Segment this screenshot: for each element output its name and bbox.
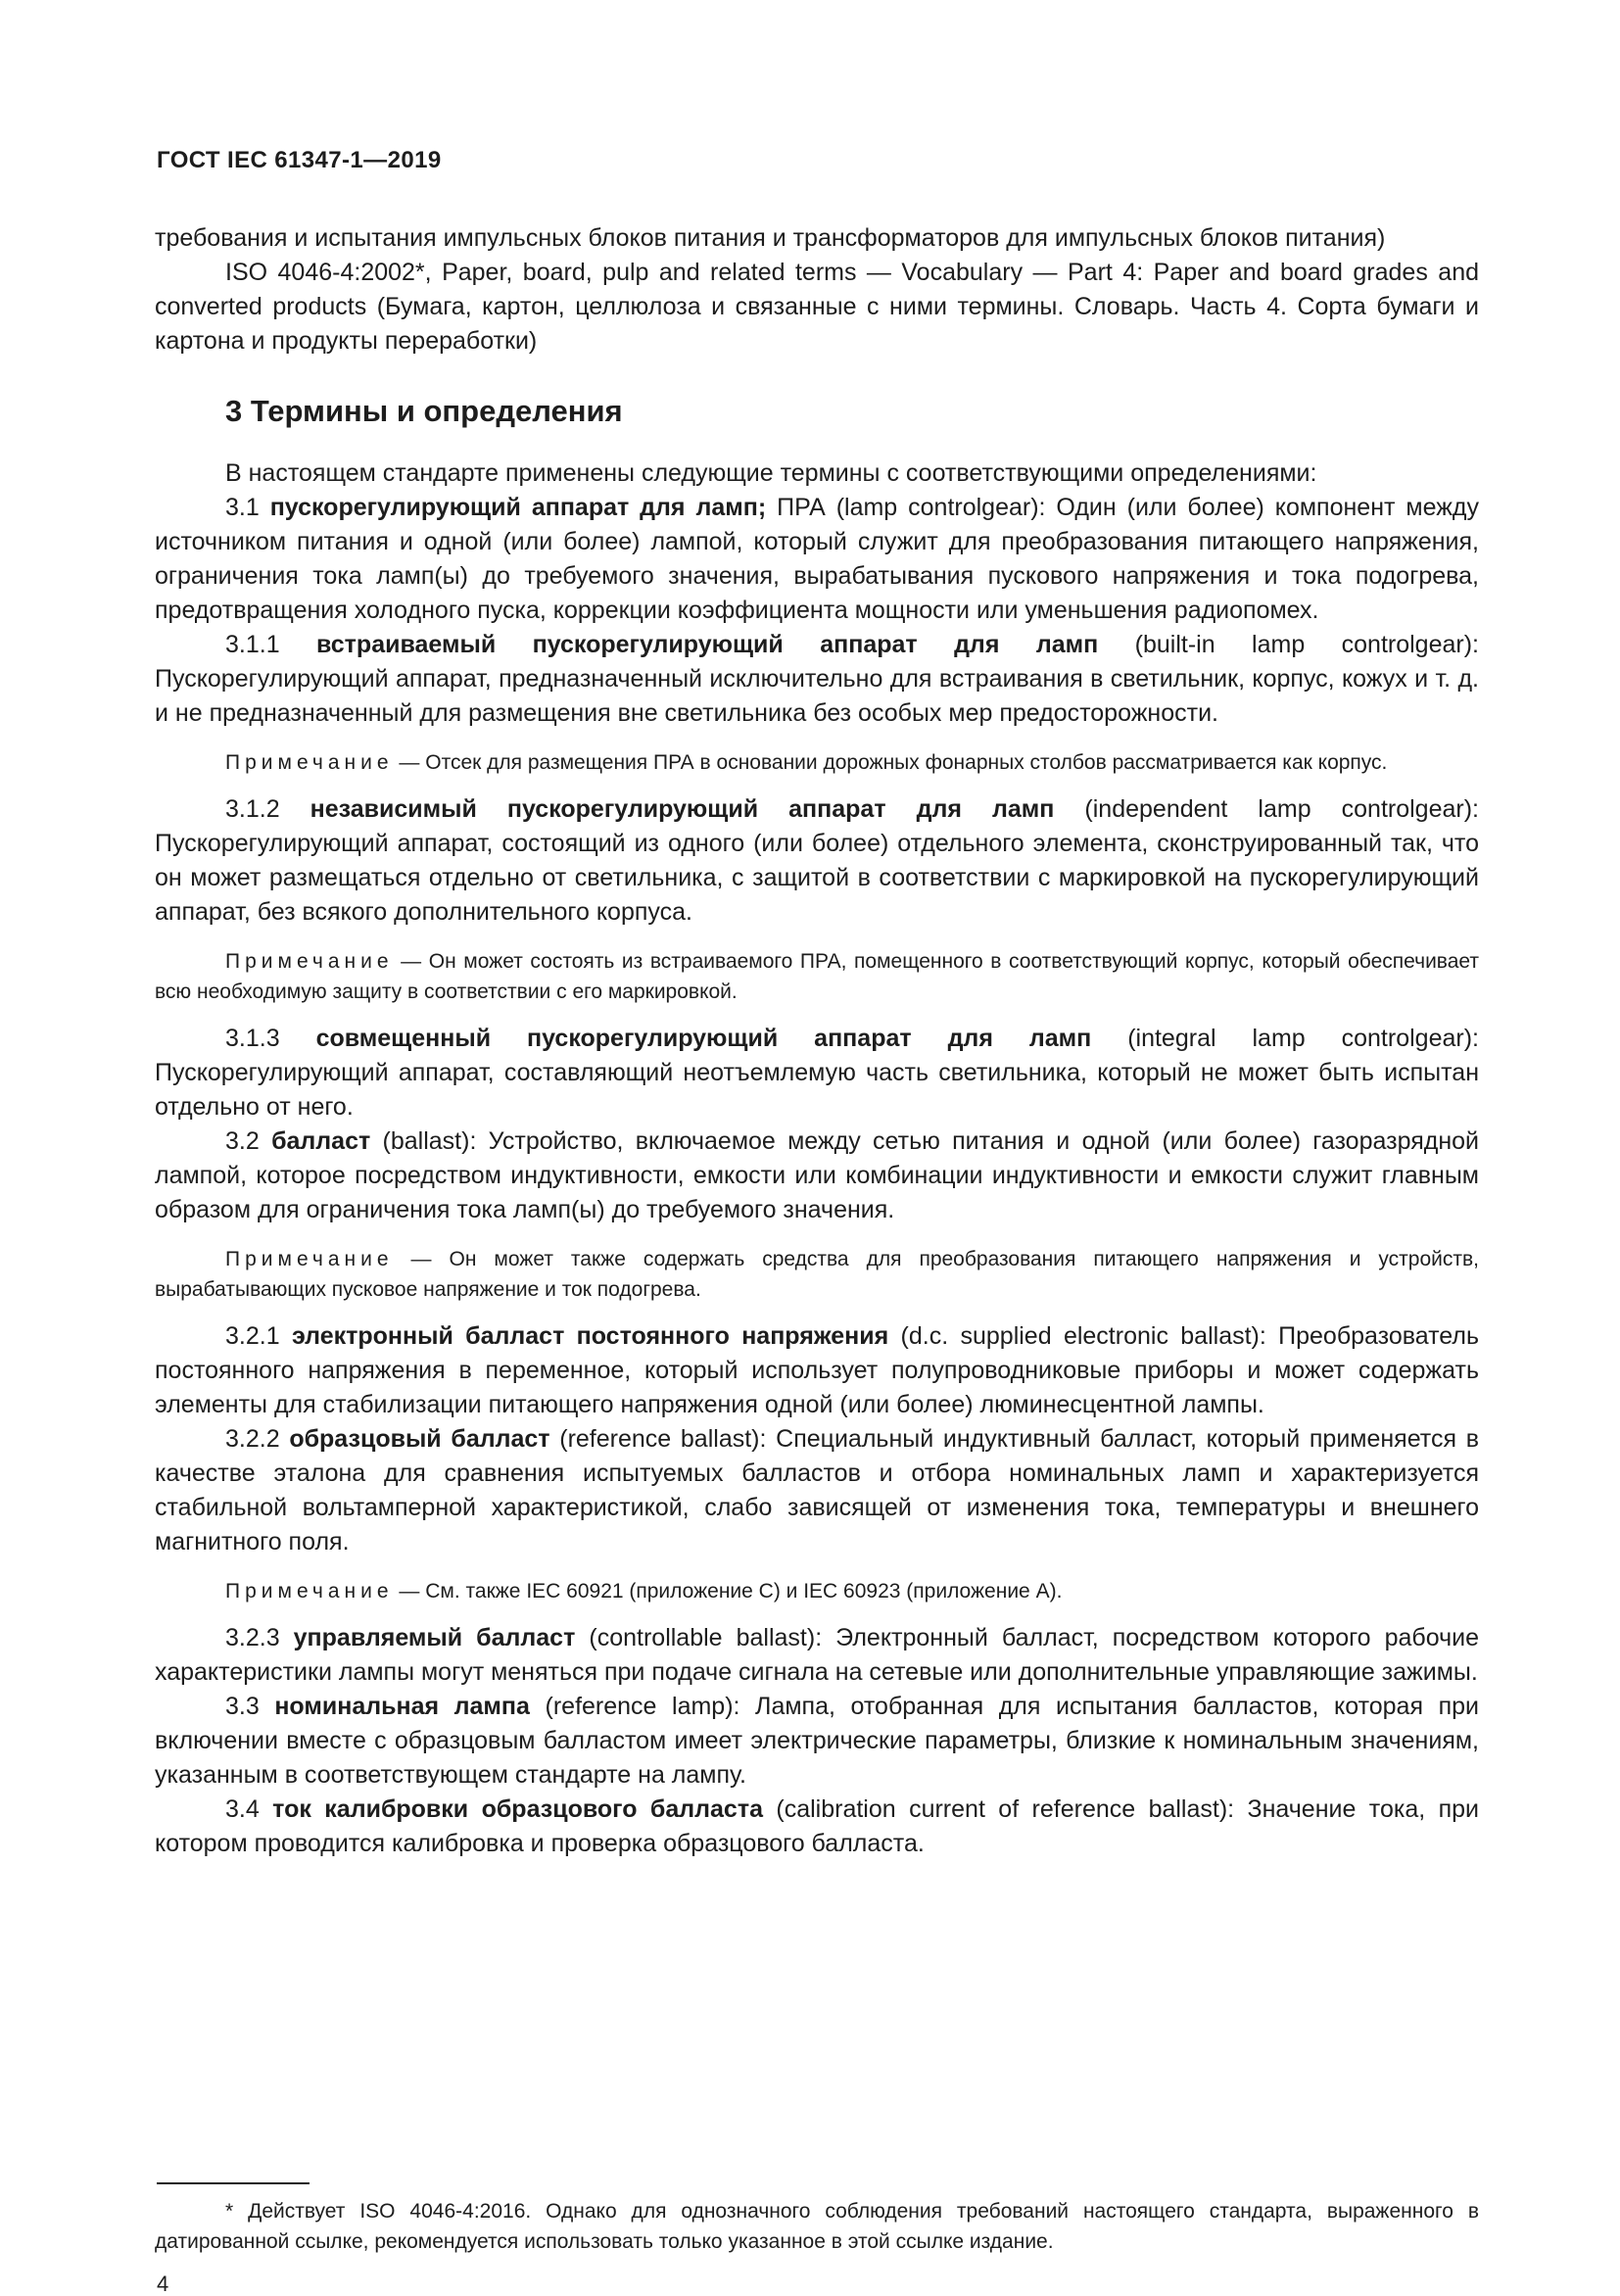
term-name: независимый пускорегулирующий аппарат для ламп xyxy=(310,795,1055,823)
note-label: Примечание xyxy=(225,950,394,973)
term-name: управляемый балласт xyxy=(293,1624,576,1651)
term-number: 3.4 xyxy=(225,1795,273,1823)
term-3-1-3 xyxy=(155,1022,1479,1124)
term-definition: (reference ballast): Специальный индуктивный балласт, который применяется в качестве эталона для сравнения испытуемых балластов и отбора номинальных ламп и характеризуется стабильной вольтамперной характеристикой, слабо зависящей от изменения тока, температуры и внешнего магнитного поля. xyxy=(155,1425,1479,1555)
note-text: — Отсек для размещения ПРА в основании дорожных фонарных столбов рассматривается как корпус. xyxy=(393,751,1388,774)
term-name: балласт xyxy=(271,1127,371,1155)
term-3-2-2 xyxy=(155,1422,1479,1559)
term-3-2-3 xyxy=(155,1621,1479,1690)
page-content xyxy=(155,221,1479,1861)
term-definition: (integral lamp controlgear): Пускорегулирующий аппарат, составляющий неотъемлемую часть светильника, который не может быть испытан отдельно от него. xyxy=(155,1025,1479,1121)
term-number: 3.1.2 xyxy=(225,795,310,823)
term-3-3 xyxy=(155,1690,1479,1793)
term-number: 3.1 xyxy=(225,494,270,521)
term-number: 3.3 xyxy=(225,1693,275,1720)
intro-paragraph-iso-reference: ISO 4046-4:2002*, Paper, board, pulp and related terms — Vocabulary — Part 4: Paper and board grades and converted products (Бумага, картон, целлюлоза и связанные с ними термины. Словарь. Часть 4. Сорта бумаги и картона и продукты переработки) xyxy=(155,259,1479,355)
page-header: ГОСТ IEC 61347-1—2019 xyxy=(157,147,442,173)
term-3-2 xyxy=(155,1124,1479,1227)
term-definition: (independent lamp controlgear): Пускорегулирующий аппарат, состоящий из одного (или более) отдельного элемента, сконструированный так, что он может размещаться отдельно от светильника, с защитой в соответствии с маркировкой на пускорегулирующий аппарат, без всякого дополнительного корпуса. xyxy=(155,795,1479,926)
note-3 xyxy=(155,1244,1479,1305)
term-3-1-2 xyxy=(155,792,1479,930)
term-definition: (ballast): Устройство, включаемое между сетью питания и одной (или более) газоразрядной лампой, которое посредством индуктивности, емкости или комбинации индуктивности и емкости служит главным образом для ограничения тока ламп(ы) до требуемого значения. xyxy=(155,1127,1479,1223)
term-number: 3.2.3 xyxy=(225,1624,294,1651)
term-number: 3.1.3 xyxy=(225,1025,316,1052)
section-lead: В настоящем стандарте применены следующие термины с соответствующими определениями: xyxy=(225,459,1317,487)
term-number: 3.1.1 xyxy=(225,631,317,658)
term-name: встраиваемый пускорегулирующий аппарат для ламп xyxy=(316,631,1099,658)
section-title: 3 Термины и определения xyxy=(225,394,623,428)
term-definition: (d.c. supplied electronic ballast): Преобразователь постоянного напряжения в переменное, который использует полупроводниковые приборы и может содержать элементы для стабилизации питающего напряжения одной (или более) люминесцентной лампы. xyxy=(155,1322,1479,1418)
note-1 xyxy=(155,747,1479,778)
note-text: — Он может состоять из встраиваемого ПРА, помещенного в соответствующий корпус, который обеспечивает всю необходимую защиту в соответствии с его маркировкой. xyxy=(155,950,1479,1003)
term-number: 3.2 xyxy=(225,1127,272,1155)
term-3-4 xyxy=(155,1793,1479,1861)
intro-paragraph-continuation: требования и испытания импульсных блоков питания и трансформаторов для импульсных блоков питания) xyxy=(155,224,1386,252)
term-definition: (reference lamp): Лампа, отобранная для испытания балластов, которая при включении вместе с образцовым балластом имеет электрические параметры, близкие к номинальным значениям, указанным в соответствующем стандарте на лампу. xyxy=(155,1693,1479,1789)
term-definition: (controllable ballast): Электронный балласт, посредством которого рабочие характеристики лампы могут меняться при подаче сигнала на сетевые или дополнительные управляющие зажимы. xyxy=(155,1624,1479,1686)
term-name: номинальная лампа xyxy=(274,1693,530,1720)
note-label: Примечание xyxy=(225,1248,394,1270)
footnote: * Действует ISO 4046-4:2016. Однако для однозначного соблюдения требований настоящего стандарта, выраженного в датированной ссылке, рекомендуется использовать только указанное в этой ссылке издание. xyxy=(155,2200,1479,2253)
page-number: 4 xyxy=(157,2272,169,2296)
note-text: — См. также IEC 60921 (приложение С) и IEC 60923 (приложение А). xyxy=(393,1580,1063,1602)
term-3-1-1 xyxy=(155,628,1479,731)
note-4 xyxy=(155,1576,1479,1606)
note-text: — Он может также содержать средства для преобразования питающего напряжения и устройств, вырабатывающих пусковое напряжение и ток подогрева. xyxy=(155,1248,1479,1301)
note-2 xyxy=(155,946,1479,1007)
term-3-1 xyxy=(155,491,1479,628)
footnote-divider xyxy=(157,2182,310,2184)
term-name: ток калибровки образцового балласта xyxy=(272,1795,763,1823)
term-name: образцовый балласт xyxy=(289,1425,550,1453)
term-number: 3.2.2 xyxy=(225,1425,290,1453)
term-definition: ПРА (lamp controlgear): Один (или более) компонент между источником питания и одной (или более) лампой, который служит для преобразования питающего напряжения, ограничения тока ламп(ы) до требуемого значения, вырабатывания пускового напряжения и тока подогрева, предотвращения холодного пуска, коррекции коэффициента мощности или уменьшения радиопомех. xyxy=(155,494,1480,624)
term-3-2-1 xyxy=(155,1319,1479,1422)
note-label: Примечание xyxy=(225,751,394,774)
term-definition: (built-in lamp controlgear): Пускорегулирующий аппарат, предназначенный исключительно для встраивания в светильник, корпус, кожух и т. д. и не предназначенный для размещения вне светильника без особых мер предосторожности. xyxy=(155,631,1479,727)
term-definition: (calibration current of reference ballast): Значение тока, при котором проводится калибровка и проверка образцового балласта. xyxy=(155,1795,1480,1857)
term-name: совмещенный пускорегулирующий аппарат для ламп xyxy=(315,1025,1092,1052)
term-name: электронный балласт постоянного напряжения xyxy=(291,1322,889,1350)
term-number: 3.2.1 xyxy=(225,1322,292,1350)
term-name: пускорегулирующий аппарат для ламп; xyxy=(269,494,767,521)
note-label: Примечание xyxy=(225,1580,394,1602)
